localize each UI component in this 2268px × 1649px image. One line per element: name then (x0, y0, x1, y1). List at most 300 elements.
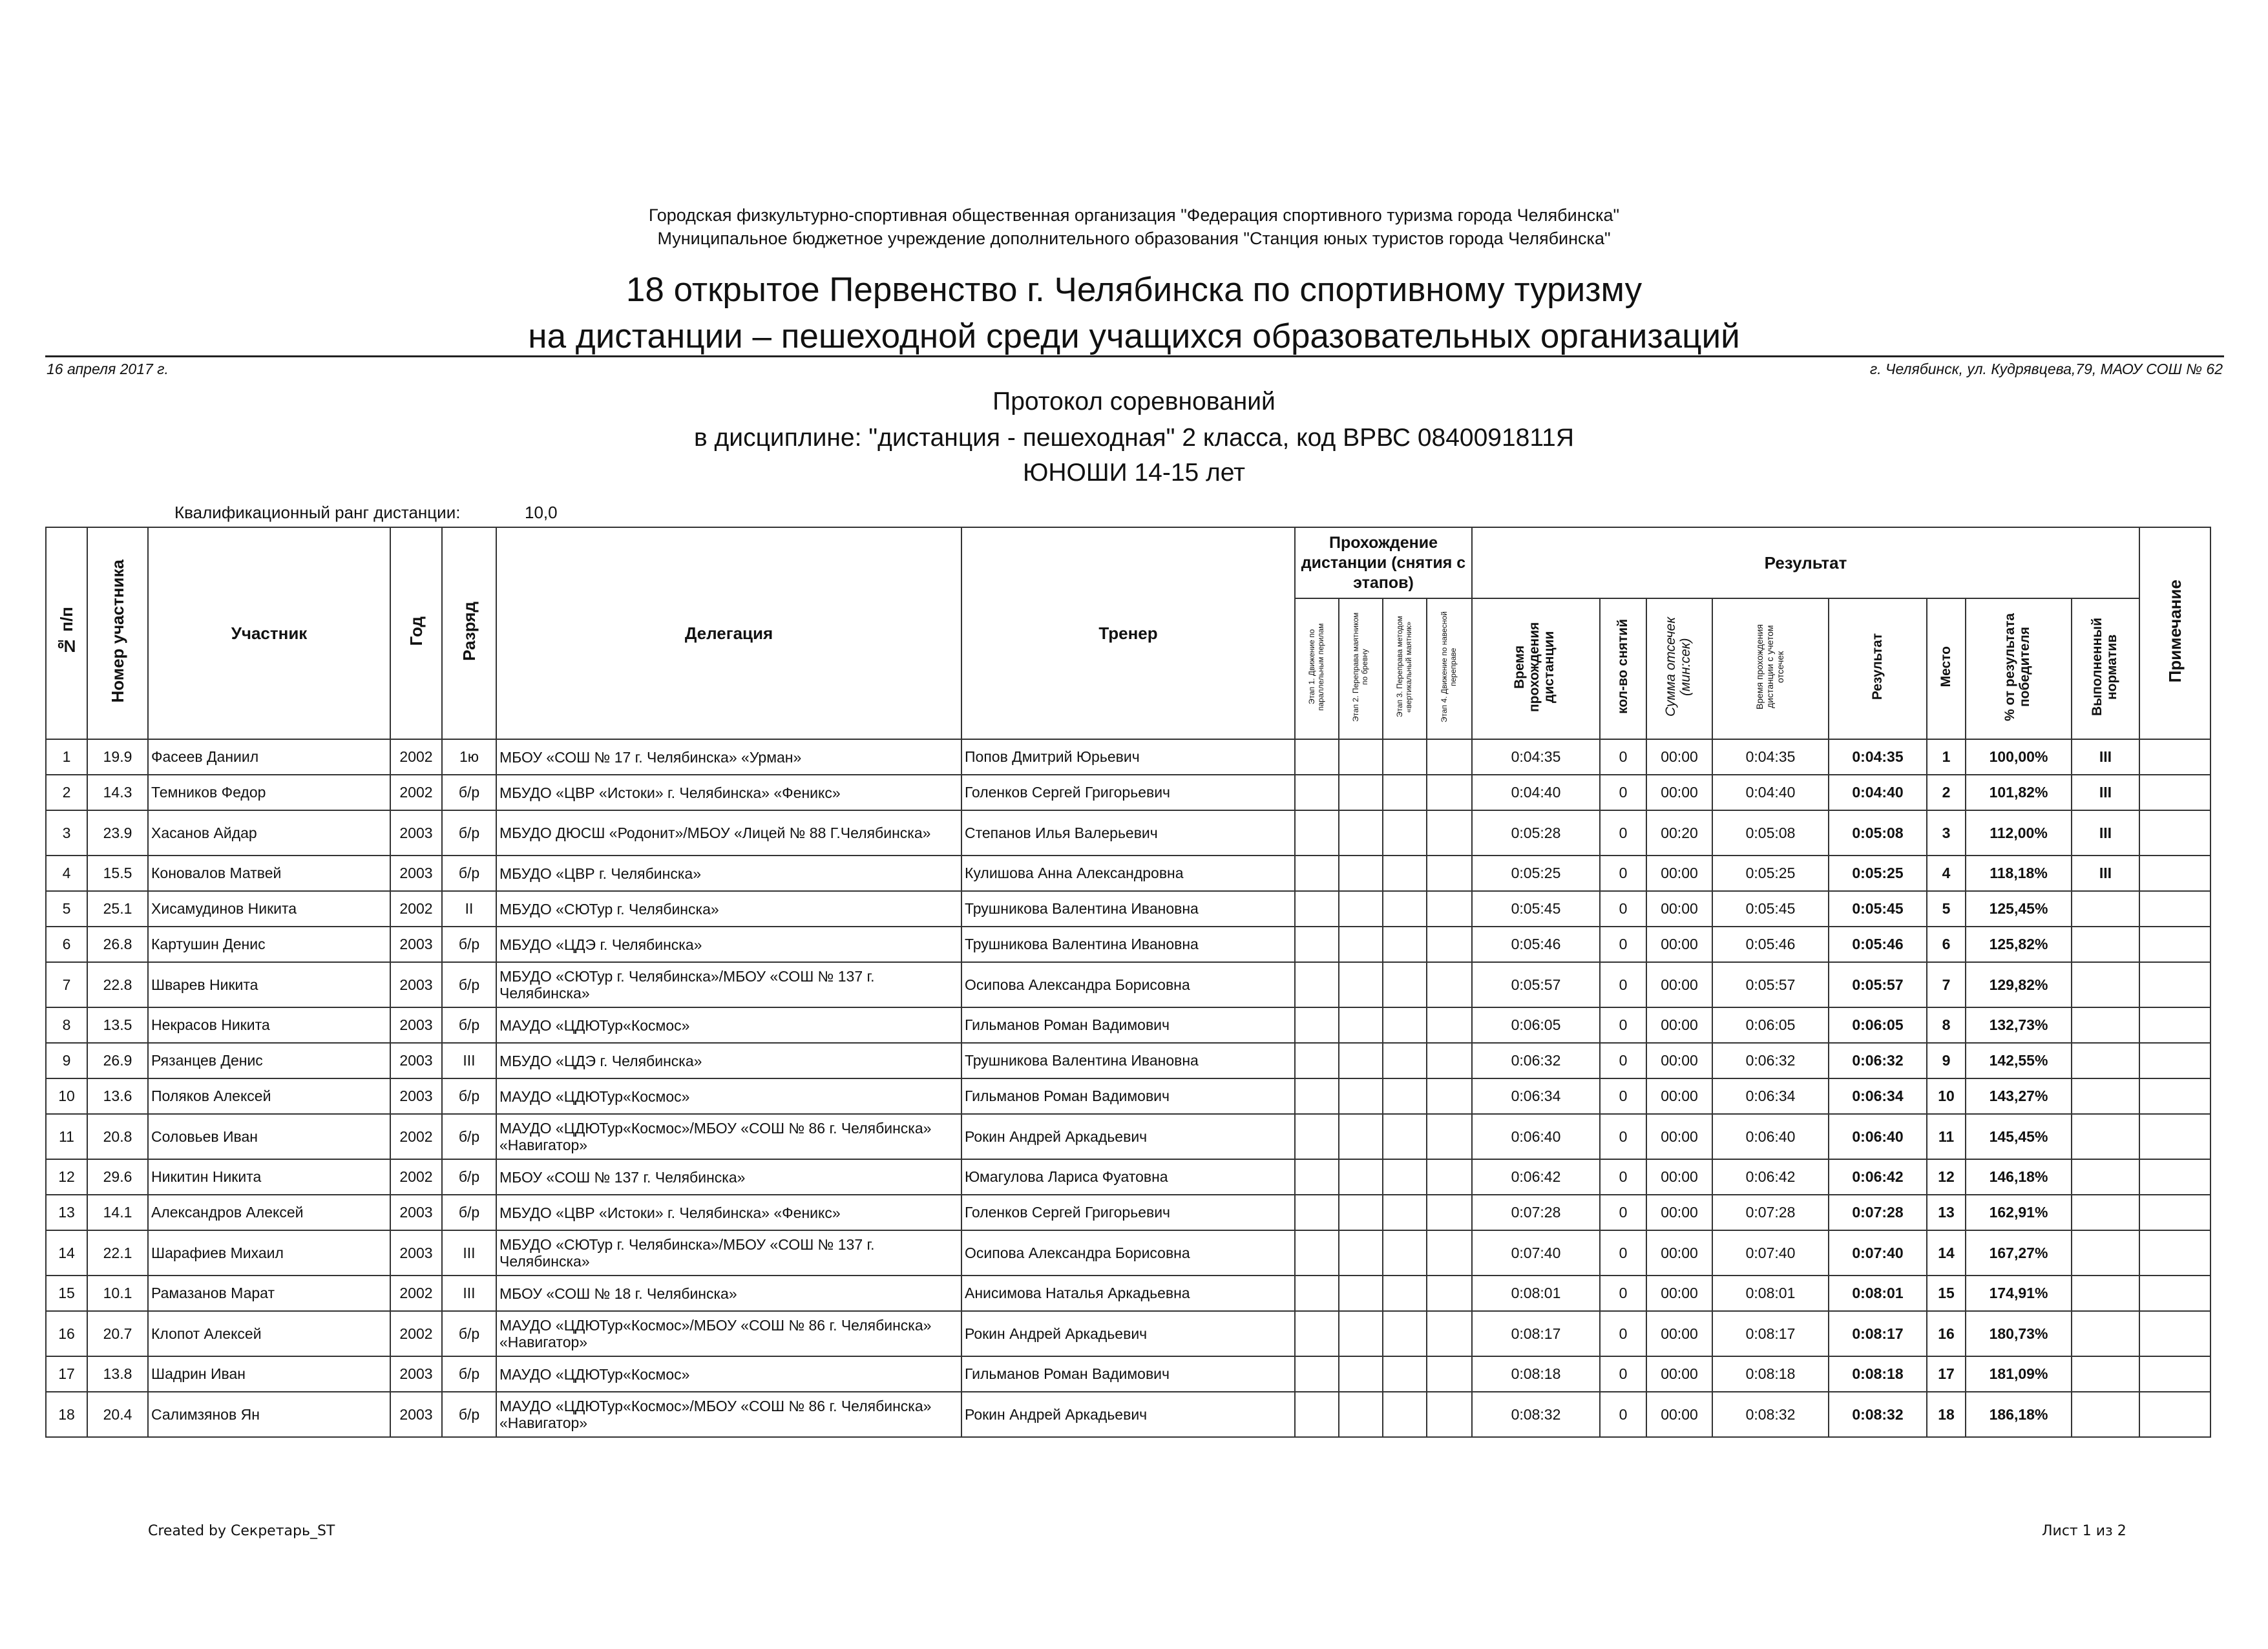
cell-grade: б/р (442, 775, 496, 810)
cell-stage2 (1339, 1230, 1383, 1276)
cell-bib: 20.7 (87, 1311, 148, 1356)
cell-stage3 (1383, 856, 1427, 891)
cell-norm (2072, 962, 2139, 1007)
cell-year: 2003 (390, 1195, 442, 1230)
cell-coach: Рокин Андрей Аркадьевич (961, 1392, 1295, 1437)
cell-norm (2072, 1230, 2139, 1276)
cell-name: Коновалов Матвей (148, 856, 390, 891)
cell-time-adj: 0:05:45 (1712, 891, 1829, 927)
cell-penalty: 00:00 (1646, 1043, 1712, 1078)
cell-stage2 (1339, 891, 1383, 927)
cell-percent: 112,00% (1966, 810, 2072, 856)
cell-stage1 (1295, 1078, 1339, 1114)
cell-stage1 (1295, 1114, 1339, 1159)
cell-time-adj: 0:04:40 (1712, 775, 1829, 810)
cell-name: Поляков Алексей (148, 1078, 390, 1114)
cell-stage4 (1427, 775, 1472, 810)
cell-bib: 14.3 (87, 775, 148, 810)
event-venue: г. Челябинск, ул. Кудрявцева,79, МАОУ СОШ № 62 (1869, 361, 2223, 377)
cell-time-adj: 0:06:42 (1712, 1159, 1829, 1195)
cell-stage4 (1427, 1356, 1472, 1392)
cell-norm (2072, 1159, 2139, 1195)
cell-note (2139, 1276, 2210, 1311)
cell-name: Рязанцев Денис (148, 1043, 390, 1078)
cell-norm: III (2072, 856, 2139, 891)
cell-delegation: МБУДО «ЦВР г. Челябинска» (496, 856, 961, 891)
cell-norm (2072, 1078, 2139, 1114)
cell-delegation: МБУДО «ЦВР «Истоки» г. Челябинска» «Феникс» (496, 775, 961, 810)
cell-stage3 (1383, 739, 1427, 775)
cell-note (2139, 1007, 2210, 1043)
cell-time-adj: 0:04:35 (1712, 739, 1829, 775)
cell-stage3 (1383, 1276, 1427, 1311)
cell-place: 10 (1927, 1078, 1966, 1114)
col-note-header: Примечание (2139, 527, 2210, 739)
cell-grade: б/р (442, 1078, 496, 1114)
cell-delegation: МАУДО «ЦДЮТур«Космос» (496, 1078, 961, 1114)
cell-removals: 0 (1600, 1230, 1646, 1276)
cell-stage3 (1383, 1078, 1427, 1114)
cell-bib: 20.4 (87, 1392, 148, 1437)
protocol-discipline: в дисциплине: "дистанция - пешеходная" 2 класса, код ВРВС 0840091811Я (694, 424, 1574, 452)
cell-percent: 181,09% (1966, 1356, 2072, 1392)
cell-num: 16 (46, 1311, 87, 1356)
cell-bib: 22.1 (87, 1230, 148, 1276)
cell-penalty: 00:00 (1646, 775, 1712, 810)
cell-grade: б/р (442, 1007, 496, 1043)
cell-num: 7 (46, 962, 87, 1007)
cell-num: 18 (46, 1392, 87, 1437)
cell-note (2139, 1311, 2210, 1356)
cell-stage2 (1339, 739, 1383, 775)
cell-bib: 14.1 (87, 1195, 148, 1230)
col-percent-header: % от результата победителя (1966, 598, 2072, 739)
cell-name: Соловьев Иван (148, 1114, 390, 1159)
cell-norm: III (2072, 810, 2139, 856)
cell-stage4 (1427, 1043, 1472, 1078)
cell-stage2 (1339, 1356, 1383, 1392)
cell-coach: Голенков Сергей Григорьевич (961, 775, 1295, 810)
cell-note (2139, 1043, 2210, 1078)
cell-percent: 142,55% (1966, 1043, 2072, 1078)
cell-grade: III (442, 1230, 496, 1276)
cell-result: 0:06:42 (1829, 1159, 1927, 1195)
cell-stage3 (1383, 1356, 1427, 1392)
cell-time: 0:06:05 (1472, 1007, 1600, 1043)
cell-num: 17 (46, 1356, 87, 1392)
cell-bib: 26.8 (87, 927, 148, 962)
cell-time: 0:05:57 (1472, 962, 1600, 1007)
cell-percent: 186,18% (1966, 1392, 2072, 1437)
cell-percent: 129,82% (1966, 962, 2072, 1007)
cell-name: Клопот Алексей (148, 1311, 390, 1356)
cell-delegation: МБУДО «СЮТур г. Челябинска»/МБОУ «СОШ № 137 г. Челябинска» (496, 1230, 961, 1276)
cell-year: 2002 (390, 775, 442, 810)
cell-time: 0:05:25 (1472, 856, 1600, 891)
col-stage3-header: Этап 3. Переправа методом «вертикальный маятник» (1383, 598, 1427, 739)
cell-note (2139, 810, 2210, 856)
col-time-adj-header: Время прохождения дистанции с учетом отсечек (1712, 598, 1829, 739)
cell-coach: Гильманов Роман Вадимович (961, 1078, 1295, 1114)
cell-place: 11 (1927, 1114, 1966, 1159)
col-time-header: Время прохождения дистанции (1472, 598, 1600, 739)
cell-grade: б/р (442, 810, 496, 856)
cell-note (2139, 775, 2210, 810)
cell-year: 2002 (390, 1114, 442, 1159)
cell-result: 0:05:45 (1829, 891, 1927, 927)
cell-percent: 132,73% (1966, 1007, 2072, 1043)
cell-year: 2003 (390, 1007, 442, 1043)
col-place-header: Место (1927, 598, 1966, 739)
cell-stage4 (1427, 1311, 1472, 1356)
cell-percent: 146,18% (1966, 1159, 2072, 1195)
cell-name: Темников Федор (148, 775, 390, 810)
cell-result: 0:08:17 (1829, 1311, 1927, 1356)
cell-num: 12 (46, 1159, 87, 1195)
table-row (46, 856, 2210, 891)
cell-num: 14 (46, 1230, 87, 1276)
cell-coach: Трушникова Валентина Ивановна (961, 927, 1295, 962)
cell-percent: 145,45% (1966, 1114, 2072, 1159)
title-line-2: на дистанции – пешеходной среди учащихся образовательных организаций (528, 317, 1740, 355)
cell-stage1 (1295, 1007, 1339, 1043)
cell-place: 3 (1927, 810, 1966, 856)
cell-stage2 (1339, 1159, 1383, 1195)
cell-coach: Степанов Илья Валерьевич (961, 810, 1295, 856)
cell-stage1 (1295, 1159, 1339, 1195)
cell-time-adj: 0:06:40 (1712, 1114, 1829, 1159)
col-stage2-header: Этап 2. Переправа маятником по бревну (1339, 598, 1383, 739)
cell-num: 11 (46, 1114, 87, 1159)
cell-grade: III (442, 1276, 496, 1311)
rank-label: Квалификационный ранг дистанции: (174, 503, 461, 522)
cell-result: 0:06:32 (1829, 1043, 1927, 1078)
cell-place: 6 (1927, 927, 1966, 962)
cell-stage1 (1295, 810, 1339, 856)
table-row (46, 891, 2210, 927)
cell-penalty: 00:00 (1646, 1114, 1712, 1159)
cell-year: 2003 (390, 810, 442, 856)
protocol-group: ЮНОШИ 14-15 лет (1022, 459, 1246, 487)
cell-stage4 (1427, 1007, 1472, 1043)
cell-delegation: МБОУ «СОШ № 18 г. Челябинска» (496, 1276, 961, 1311)
cell-time-adj: 0:05:25 (1712, 856, 1829, 891)
cell-time: 0:05:28 (1472, 810, 1600, 856)
cell-name: Картушин Денис (148, 927, 390, 962)
cell-stage2 (1339, 1043, 1383, 1078)
cell-num: 3 (46, 810, 87, 856)
cell-penalty: 00:00 (1646, 1195, 1712, 1230)
cell-stage3 (1383, 1043, 1427, 1078)
col-grade-header: Разряд (442, 527, 496, 739)
table-row (46, 1276, 2210, 1311)
cell-coach: Гильманов Роман Вадимович (961, 1007, 1295, 1043)
cell-norm (2072, 927, 2139, 962)
cell-bib: 25.1 (87, 891, 148, 927)
cell-penalty: 00:00 (1646, 1311, 1712, 1356)
cell-grade: б/р (442, 1392, 496, 1437)
cell-time-adj: 0:06:05 (1712, 1007, 1829, 1043)
cell-removals: 0 (1600, 1078, 1646, 1114)
col-penalty-header: Сумма отсечек (мин:сек) (1646, 598, 1712, 739)
cell-percent: 101,82% (1966, 775, 2072, 810)
cell-name: Александров Алексей (148, 1195, 390, 1230)
cell-bib: 22.8 (87, 962, 148, 1007)
col-num-header: № п/п (46, 527, 87, 739)
cell-removals: 0 (1600, 1007, 1646, 1043)
cell-stage3 (1383, 1230, 1427, 1276)
cell-removals: 0 (1600, 1392, 1646, 1437)
cell-place: 7 (1927, 962, 1966, 1007)
cell-percent: 143,27% (1966, 1078, 2072, 1114)
cell-time: 0:04:35 (1472, 739, 1600, 775)
table-row (46, 775, 2210, 810)
cell-penalty: 00:00 (1646, 962, 1712, 1007)
cell-norm (2072, 1007, 2139, 1043)
cell-time: 0:06:32 (1472, 1043, 1600, 1078)
cell-grade: 1ю (442, 739, 496, 775)
cell-penalty: 00:00 (1646, 1356, 1712, 1392)
cell-place: 4 (1927, 856, 1966, 891)
cell-delegation: МБУДО «ЦДЭ г. Челябинска» (496, 1043, 961, 1078)
cell-stage1 (1295, 962, 1339, 1007)
col-removals-header: кол-во снятий (1600, 598, 1646, 739)
cell-num: 9 (46, 1043, 87, 1078)
cell-num: 5 (46, 891, 87, 927)
results-table (45, 527, 2211, 1438)
table-row (46, 1392, 2210, 1437)
cell-penalty: 00:00 (1646, 927, 1712, 962)
cell-note (2139, 1078, 2210, 1114)
cell-year: 2003 (390, 1392, 442, 1437)
cell-stage4 (1427, 962, 1472, 1007)
cell-stage3 (1383, 927, 1427, 962)
cell-delegation: МБУДО «СЮТур г. Челябинска» (496, 891, 961, 927)
cell-time-adj: 0:08:32 (1712, 1392, 1829, 1437)
cell-stage2 (1339, 1078, 1383, 1114)
cell-year: 2002 (390, 1276, 442, 1311)
cell-note (2139, 739, 2210, 775)
cell-penalty: 00:00 (1646, 891, 1712, 927)
cell-result: 0:08:01 (1829, 1276, 1927, 1311)
cell-penalty: 00:00 (1646, 739, 1712, 775)
cell-stage1 (1295, 775, 1339, 810)
cell-num: 8 (46, 1007, 87, 1043)
org-line-2: Муниципальное бюджетное учреждение дополнительного образования "Станция юных туристов города Челябинска" (657, 229, 1611, 248)
table-row (46, 1311, 2210, 1356)
cell-bib: 13.8 (87, 1356, 148, 1392)
cell-place: 2 (1927, 775, 1966, 810)
col-delegation-header: Делегация (496, 527, 961, 739)
cell-removals: 0 (1600, 810, 1646, 856)
cell-coach: Кулишова Анна Александровна (961, 856, 1295, 891)
table-row (46, 1114, 2210, 1159)
cell-delegation: МАУДО «ЦДЮТур«Космос»/МБОУ «СОШ № 86 г. Челябинска» «Навигатор» (496, 1311, 961, 1356)
cell-stage2 (1339, 1114, 1383, 1159)
cell-time-adj: 0:08:01 (1712, 1276, 1829, 1311)
cell-penalty: 00:00 (1646, 1078, 1712, 1114)
cell-note (2139, 856, 2210, 891)
cell-penalty: 00:00 (1646, 856, 1712, 891)
cell-norm (2072, 1114, 2139, 1159)
cell-year: 2003 (390, 1078, 442, 1114)
cell-penalty: 00:20 (1646, 810, 1712, 856)
cell-name: Хисамудинов Никита (148, 891, 390, 927)
cell-result: 0:04:40 (1829, 775, 1927, 810)
cell-norm (2072, 1356, 2139, 1392)
table-row (46, 927, 2210, 962)
cell-year: 2002 (390, 739, 442, 775)
cell-norm (2072, 1311, 2139, 1356)
cell-stage4 (1427, 1276, 1472, 1311)
results-body (46, 739, 2210, 1437)
cell-stage1 (1295, 1311, 1339, 1356)
cell-percent: 162,91% (1966, 1195, 2072, 1230)
cell-place: 8 (1927, 1007, 1966, 1043)
cell-stage3 (1383, 1007, 1427, 1043)
cell-norm (2072, 891, 2139, 927)
cell-stage3 (1383, 1195, 1427, 1230)
cell-penalty: 00:00 (1646, 1276, 1712, 1311)
cell-stage3 (1383, 775, 1427, 810)
cell-stage2 (1339, 1392, 1383, 1437)
cell-stage1 (1295, 1276, 1339, 1311)
cell-result: 0:05:25 (1829, 856, 1927, 891)
cell-stage4 (1427, 1230, 1472, 1276)
cell-time: 0:08:32 (1472, 1392, 1600, 1437)
cell-time-adj: 0:05:57 (1712, 962, 1829, 1007)
cell-name: Шарафиев Михаил (148, 1230, 390, 1276)
cell-result: 0:04:35 (1829, 739, 1927, 775)
org-line-1: Городская физкультурно-спортивная общественная организация "Федерация спортивного туризма города Челябинска" (648, 205, 1620, 225)
page-number: Лист 1 из 2 (2042, 1523, 2126, 1539)
cell-removals: 0 (1600, 739, 1646, 775)
cell-bib: 20.8 (87, 1114, 148, 1159)
rank-value: 10,0 (525, 503, 558, 522)
cell-removals: 0 (1600, 1276, 1646, 1311)
cell-time: 0:08:01 (1472, 1276, 1600, 1311)
cell-stage2 (1339, 775, 1383, 810)
cell-norm (2072, 1195, 2139, 1230)
cell-stage4 (1427, 856, 1472, 891)
event-date: 16 апреля 2017 г. (47, 361, 169, 377)
cell-grade: б/р (442, 1114, 496, 1159)
cell-stage2 (1339, 1311, 1383, 1356)
cell-delegation: МАУДО «ЦДЮТур«Космос» (496, 1007, 961, 1043)
cell-result: 0:07:28 (1829, 1195, 1927, 1230)
table-row (46, 1159, 2210, 1195)
cell-penalty: 00:00 (1646, 1159, 1712, 1195)
cell-norm: III (2072, 739, 2139, 775)
cell-time: 0:08:18 (1472, 1356, 1600, 1392)
cell-num: 15 (46, 1276, 87, 1311)
cell-place: 12 (1927, 1159, 1966, 1195)
cell-num: 6 (46, 927, 87, 962)
cell-stage2 (1339, 962, 1383, 1007)
cell-bib: 23.9 (87, 810, 148, 856)
cell-name: Рамазанов Марат (148, 1276, 390, 1311)
cell-time-adj: 0:08:17 (1712, 1311, 1829, 1356)
cell-name: Салимзянов Ян (148, 1392, 390, 1437)
cell-removals: 0 (1600, 1311, 1646, 1356)
cell-percent: 180,73% (1966, 1311, 2072, 1356)
col-name-header: Участник (148, 527, 390, 739)
cell-delegation: МБУДО «ЦДЭ г. Челябинска» (496, 927, 961, 962)
col-stage1-header: Этап 1. Движение по параллельным перилам (1295, 598, 1339, 739)
cell-percent: 125,82% (1966, 927, 2072, 962)
cell-percent: 125,45% (1966, 891, 2072, 927)
cell-stage2 (1339, 1195, 1383, 1230)
cell-time: 0:05:45 (1472, 891, 1600, 927)
cell-grade: б/р (442, 927, 496, 962)
cell-removals: 0 (1600, 1043, 1646, 1078)
cell-name: Хасанов Айдар (148, 810, 390, 856)
cell-year: 2003 (390, 1230, 442, 1276)
cell-result: 0:06:40 (1829, 1114, 1927, 1159)
table-row (46, 1007, 2210, 1043)
cell-grade: III (442, 1043, 496, 1078)
cell-stage1 (1295, 1356, 1339, 1392)
cell-grade: б/р (442, 856, 496, 891)
cell-coach: Попов Дмитрий Юрьевич (961, 739, 1295, 775)
table-row (46, 962, 2210, 1007)
cell-num: 10 (46, 1078, 87, 1114)
cell-note (2139, 1230, 2210, 1276)
table-row (46, 1043, 2210, 1078)
cell-time-adj: 0:08:18 (1712, 1356, 1829, 1392)
cell-time: 0:08:17 (1472, 1311, 1600, 1356)
col-coach-header: Тренер (961, 527, 1295, 739)
cell-norm: III (2072, 775, 2139, 810)
cell-removals: 0 (1600, 927, 1646, 962)
cell-percent: 100,00% (1966, 739, 2072, 775)
cell-stage3 (1383, 810, 1427, 856)
cell-year: 2003 (390, 1356, 442, 1392)
cell-norm (2072, 1392, 2139, 1437)
passing-group-header: Прохождение дистанции (снятия с этапов) (1295, 527, 1472, 598)
cell-stage1 (1295, 856, 1339, 891)
cell-place: 17 (1927, 1356, 1966, 1392)
cell-removals: 0 (1600, 775, 1646, 810)
cell-coach: Осипова Александра Борисовна (961, 1230, 1295, 1276)
cell-note (2139, 1356, 2210, 1392)
cell-penalty: 00:00 (1646, 1230, 1712, 1276)
cell-grade: б/р (442, 1195, 496, 1230)
cell-coach: Юмагулова Лариса Фуатовна (961, 1159, 1295, 1195)
cell-coach: Рокин Андрей Аркадьевич (961, 1311, 1295, 1356)
header-rule (45, 355, 2224, 357)
cell-delegation: МБОУ «СОШ № 137 г. Челябинска» (496, 1159, 961, 1195)
col-bib-header: Номер участника (87, 527, 148, 739)
cell-name: Шварев Никита (148, 962, 390, 1007)
cell-name: Шадрин Иван (148, 1356, 390, 1392)
cell-stage1 (1295, 1230, 1339, 1276)
cell-stage3 (1383, 1114, 1427, 1159)
cell-year: 2003 (390, 927, 442, 962)
cell-result: 0:05:46 (1829, 927, 1927, 962)
cell-coach: Трушникова Валентина Ивановна (961, 891, 1295, 927)
cell-stage4 (1427, 1078, 1472, 1114)
cell-result: 0:06:34 (1829, 1078, 1927, 1114)
cell-grade: б/р (442, 962, 496, 1007)
cell-stage4 (1427, 1195, 1472, 1230)
cell-delegation: МАУДО «ЦДЮТур«Космос» (496, 1356, 961, 1392)
cell-place: 9 (1927, 1043, 1966, 1078)
cell-place: 15 (1927, 1276, 1966, 1311)
cell-stage2 (1339, 856, 1383, 891)
cell-removals: 0 (1600, 962, 1646, 1007)
cell-grade: б/р (442, 1356, 496, 1392)
